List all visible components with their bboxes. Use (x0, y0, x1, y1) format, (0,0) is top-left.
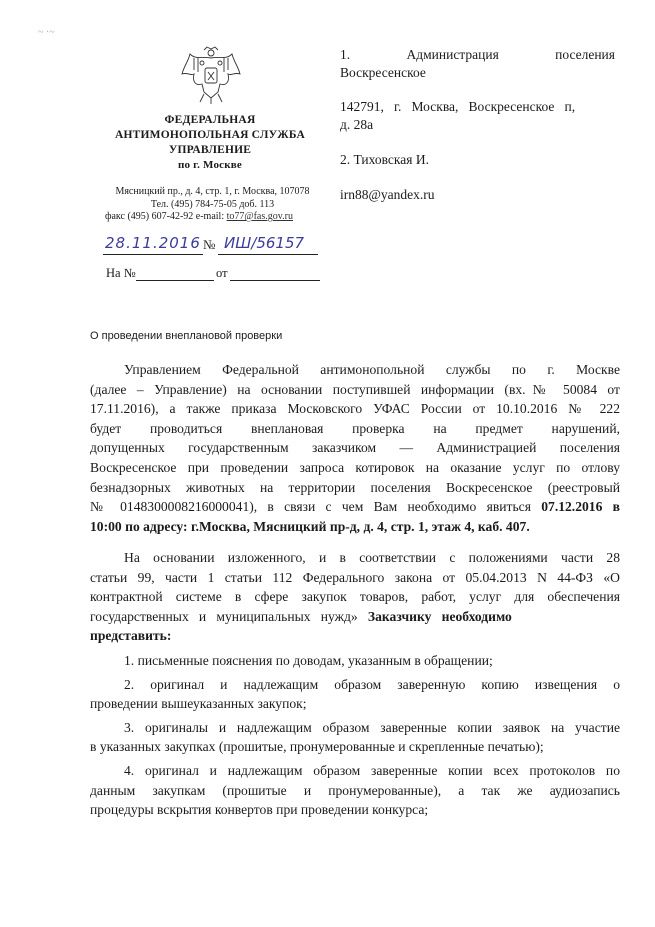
recipient-line-2: 2. Тиховская И. (340, 152, 429, 167)
reference-prefix: На № (106, 266, 136, 280)
reference-number-line (136, 280, 214, 281)
sender-line-2: АНТИМОНОПОЛЬНАЯ СЛУЖБА (114, 129, 306, 141)
list-item-line: процедуры вскрытия конвертов при проведении конкурса; (90, 802, 429, 818)
body-paragraph-2 (90, 548, 620, 646)
p2-line: статьи 99, части 1 статьи 112 Федерального закона от 05.04.2013 N 44-ФЗ «О (90, 569, 620, 585)
letter-subject: О проведении внеплановой проверки (90, 330, 283, 342)
recipient-email: irn88@yandex.ru (340, 187, 435, 202)
sender-fax-label: факс (495) 607-42-92 e-mail: (105, 211, 227, 222)
recipient-line-1-num: 1. (340, 47, 351, 62)
recipient-address-1: 142791, г. Москва, Воскресенское п, (340, 99, 576, 114)
list-item-line: 2. оригинал и надлежащим образом заверенную копию извещения о (124, 676, 620, 692)
p1-line-9-bold: 10:00 по адресу: г.Москва, Мясницкий пр-д, д. 4, стр. 1, этаж 4, каб. 407. (90, 518, 530, 534)
list-item-line: 1. письменные пояснения по доводам, указанным в обращении; (124, 653, 493, 668)
list-item-line: 4. оригинал и надлежащим образом заверенные копии всех протоколов по (124, 762, 620, 778)
list-item-line: 3. оригиналы и надлежащим образом заверенные копии заявок на участие (124, 719, 620, 735)
p1-line-8-normal: № 0148300008216000041), в связи с чем Вам необходимо явиться (90, 499, 542, 515)
p1-line: Воскресенское при проведении запроса котировок на оказание услуг по отлову (90, 459, 620, 475)
list-item-line: в указанных закупках (прошитые, пронумерованные и скрепленные печатью); (90, 739, 544, 755)
sender-line-3: УПРАВЛЕНИЕ (168, 144, 252, 156)
list-item-2 (90, 675, 620, 714)
list-item-line: данным закупкам (прошитые и пронумерованные), а так же аудиозапись (90, 782, 620, 798)
sender-line-1: ФЕДЕРАЛЬНАЯ (164, 114, 256, 126)
p2-line-4-bold: Заказчику необходимо (367, 608, 512, 624)
reference-from: от (216, 266, 228, 280)
p2-line: На основании изложенного, и в соответствии с положениями части 28 (124, 550, 620, 565)
recipient-address-2: д. 28а (340, 117, 374, 132)
list-item-3 (90, 718, 620, 757)
requirements-list (90, 651, 620, 820)
body-paragraph-1 (90, 360, 620, 536)
sender-phone: Тел. (495) 784-75-05 доб. 113 (150, 199, 275, 210)
registration-number-handwritten: ИШ/56157 (224, 234, 305, 252)
sender-line-4: по г. Москве (177, 159, 243, 171)
sender-fax-email (105, 210, 330, 223)
p1-line: (далее – Управление) на основании поступившей информации (вх.№ 50084 от (90, 381, 620, 397)
reference-date-line (230, 280, 320, 281)
registration-date-handwritten: 28.11.2016 (105, 234, 201, 252)
sender-email-link[interactable]: to77@fas.gov.ru (226, 211, 293, 222)
p1-line: будет проводиться внеплановая проверка на предмет нарушений, (90, 420, 620, 436)
p2-line: контрактной системе в сфере закупок товаров, работ, услуг для обеспечения (90, 589, 620, 605)
registration-number-field (218, 236, 318, 255)
p1-line: допущенных государственным заказчиком — Администрацией поселения (90, 440, 620, 456)
recipient-line-1-word2: поселения (555, 47, 615, 62)
p1-line: безнадзорных животных на территории поселения Воскресенское (реестровый (90, 479, 620, 495)
p1-line: 17.11.2016), а также приказа Московского УФАС России от 10.10.2016 № 222 (90, 401, 620, 417)
p1-line-8 (90, 497, 620, 517)
registration-number-sign: № (203, 237, 216, 252)
recipient-line-1 (340, 46, 615, 63)
registration-date-field (103, 236, 203, 255)
recipient-line-1-cont: Воскресенское (340, 65, 426, 80)
p1-line: Управлением Федеральной антимонопольной службы по г. Москве (124, 362, 620, 377)
sender-address: Мясницкий пр., д. 4, стр. 1, г. Москва, 107078 (115, 186, 310, 197)
p2-line-4-normal: государственных и муниципальных нужд» (90, 608, 368, 624)
scan-marks: ~ ·~ (38, 27, 55, 38)
p2-line-4 (90, 607, 620, 627)
list-item-4 (90, 761, 620, 820)
p1-line-8-bold: 07.12.2016 в (541, 499, 620, 515)
recipient-line-1-word1: Администрация (406, 47, 499, 62)
list-item-line: проведении вышеуказанных закупок; (90, 696, 307, 712)
p2-line-5-bold: представить: (90, 628, 172, 644)
list-item-1 (90, 651, 620, 671)
coat-of-arms-emblem (180, 44, 242, 108)
